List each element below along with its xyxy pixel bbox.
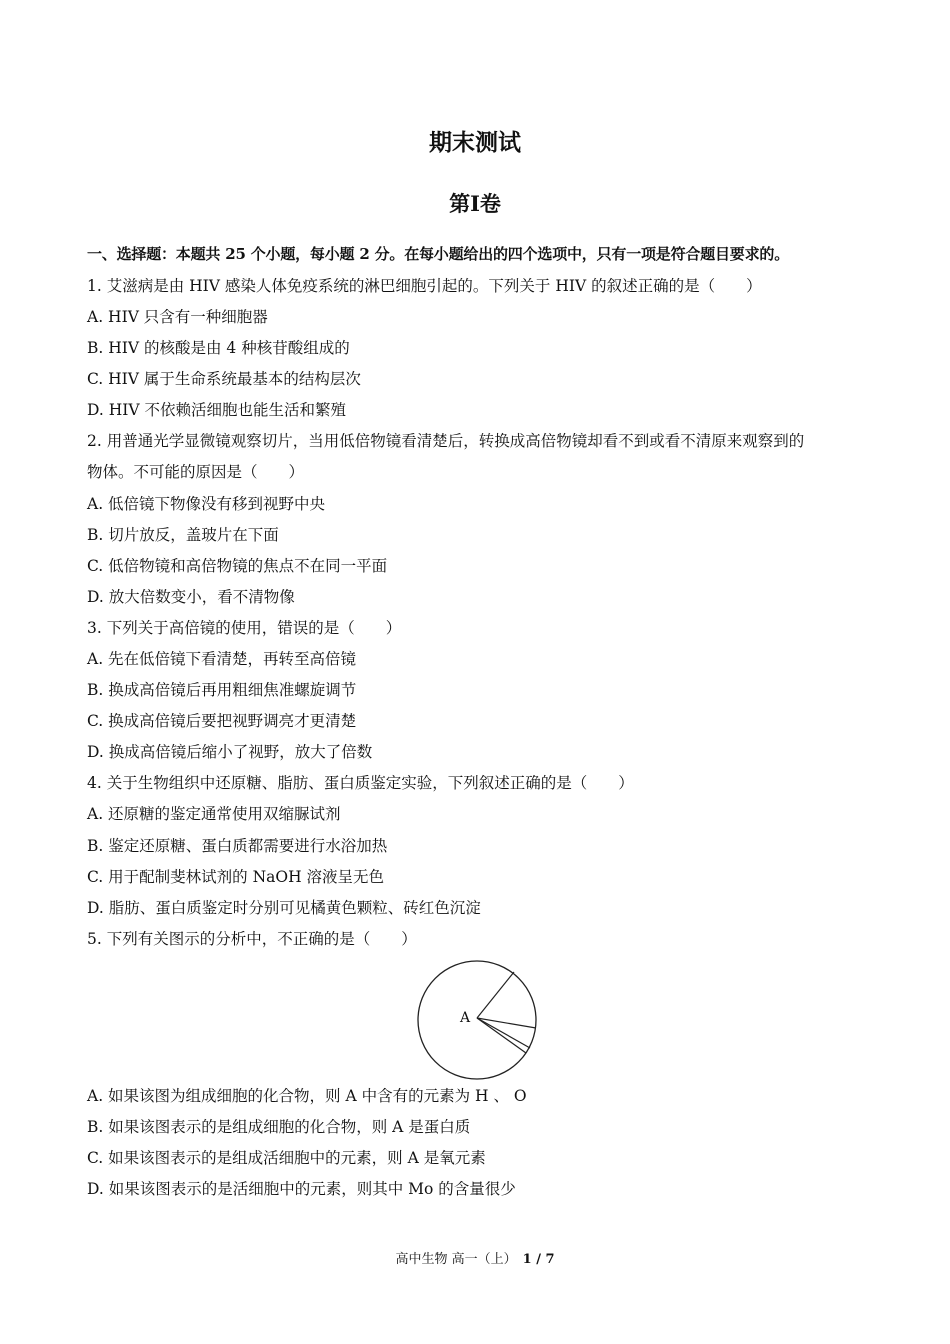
question-5-option-a: A. 如果该图为组成细胞的化合物，则 A 中含有的元素为 H 、 O bbox=[87, 1087, 527, 1105]
question-1-option-d: D. HIV 不依赖活细胞也能生活和繁殖 bbox=[87, 401, 346, 419]
section-heading: 一、选择题：本题共 25 个小题，每小题 2 分。在每小题给出的四个选项中，只有一项是符合题目要求的。 bbox=[87, 245, 790, 263]
question-2-option-a: A. 低倍镜下物像没有移到视野中央 bbox=[87, 495, 326, 513]
question-1-stem: 1. 艾滋病是由 HIV 感染人体免疫系统的淋巴细胞引起的。下列关于 HIV 的叙述正确的是（ ） bbox=[87, 277, 762, 295]
question-3-option-a: A. 先在低倍镜下看清楚，再转至高倍镜 bbox=[87, 650, 357, 668]
page-number: 1 / 7 bbox=[522, 1252, 555, 1267]
question-5-option-d: D. 如果该图表示的是活细胞中的元素，则其中 Mo 的含量很少 bbox=[87, 1180, 516, 1198]
pie-figure bbox=[410, 955, 545, 1085]
question-3-option-d: D. 换成高倍镜后缩小了视野，放大了倍数 bbox=[87, 743, 373, 761]
pie-outline bbox=[418, 961, 536, 1079]
question-2-stem-line-1: 2. 用普通光学显微镜观察切片，当用低倍物镜看清楚后，转换成高倍物镜却看不到或看不清原来观察到的 bbox=[87, 432, 805, 450]
question-2-option-b: B. 切片放反，盖玻片在下面 bbox=[87, 526, 279, 544]
question-2-option-d: D. 放大倍数变小，看不清物像 bbox=[87, 588, 295, 606]
pie-sector-line-4 bbox=[477, 1018, 526, 1053]
pie-sector-line-1 bbox=[477, 972, 514, 1018]
question-3-stem: 3. 下列关于高倍镜的使用，错误的是（ ） bbox=[87, 619, 402, 637]
question-3-option-b: B. 换成高倍镜后再用粗细焦准螺旋调节 bbox=[87, 681, 357, 699]
pie-label-a: A bbox=[460, 1010, 471, 1026]
question-4-option-a: A. 还原糖的鉴定通常使用双缩脲试剂 bbox=[87, 805, 341, 823]
question-1-option-c: C. HIV 属于生命系统最基本的结构层次 bbox=[87, 370, 361, 388]
question-2-option-c: C. 低倍物镜和高倍物镜的焦点不在同一平面 bbox=[87, 557, 388, 575]
question-3-option-c: C. 换成高倍镜后要把视野调亮才更清楚 bbox=[87, 712, 357, 730]
question-4-option-b: B. 鉴定还原糖、蛋白质都需要进行水浴加热 bbox=[87, 837, 388, 855]
question-4-option-c: C. 用于配制斐林试剂的 NaOH 溶液呈无色 bbox=[87, 868, 385, 886]
question-2-stem-line-2: 物体。不可能的原因是（ ） bbox=[87, 463, 305, 481]
question-4-option-d: D. 脂肪、蛋白质鉴定时分别可见橘黄色颗粒、砖红色沉淀 bbox=[87, 899, 481, 917]
question-1-option-a: A. HIV 只含有一种细胞器 bbox=[87, 308, 268, 326]
question-1-option-b: B. HIV 的核酸是由 4 种核苷酸组成的 bbox=[87, 339, 350, 357]
question-4-stem: 4. 关于生物组织中还原糖、脂肪、蛋白质鉴定实验，下列叙述正确的是（ ） bbox=[87, 774, 634, 792]
question-5-stem: 5. 下列有关图示的分析中，不正确的是（ ） bbox=[87, 930, 417, 948]
footer-course: 高中生物 高一（上） bbox=[395, 1252, 517, 1267]
question-5-option-c: C. 如果该图表示的是组成活细胞中的元素，则 A 是氧元素 bbox=[87, 1149, 486, 1167]
document-title: 期末测试 bbox=[429, 129, 521, 156]
question-5-option-b: B. 如果该图表示的是组成细胞的化合物，则 A 是蛋白质 bbox=[87, 1118, 471, 1136]
page-footer bbox=[0, 1248, 950, 1267]
volume-title: 第Ⅰ卷 bbox=[449, 191, 501, 216]
